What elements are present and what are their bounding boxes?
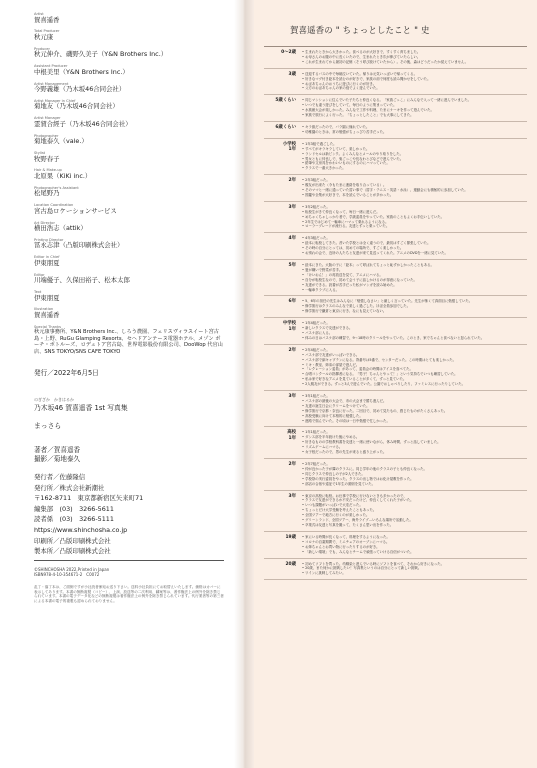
history-item: • 絵本にきた。大阪の子に「絵本」って呼ばれてちょっと恥ずかしかったこともある。 xyxy=(302,263,527,268)
history-age xyxy=(264,562,302,577)
history-item: • すべてがキラキラしていて、楽しかった。 xyxy=(302,147,527,152)
copyright: ©SHINCHOSHA 2022,Printed in Japan xyxy=(34,566,110,572)
history-item: • バスケ部の最後の大会で、市の大会まで勝ち進んだ。 xyxy=(302,399,527,404)
divider xyxy=(34,560,224,561)
history-page xyxy=(254,0,537,768)
history-item: • 2年4組だった。 xyxy=(302,348,527,353)
credit-entry xyxy=(34,203,234,215)
publisher-line: https://www.shinchosha.co.jp xyxy=(34,525,128,534)
credit-role: Artist Manager xyxy=(34,116,61,121)
history-age xyxy=(264,462,302,487)
history-item: • 修学旅行で鎌倉と東京に行き、なにも見えていない。 xyxy=(302,309,527,314)
history-item: • 「けいおん！」の再放送を見て、アニメにハマる。 xyxy=(302,273,527,278)
history-row xyxy=(264,318,527,345)
history-row xyxy=(264,233,527,260)
author-line: 著者／賀喜遥香 xyxy=(34,445,81,454)
history-item: • 4年3組だった。 xyxy=(302,236,527,241)
credit-role: Photographer xyxy=(34,133,59,138)
history-item: • 友達ができる。読書が苦手だった私がマンガを読み始めた。 xyxy=(302,283,527,288)
history-age xyxy=(264,299,302,314)
history-age-label: 中学校 xyxy=(282,321,296,327)
history-item: • 送迎するバスの中で毎朝泣いていた。帰りは元気いっぱいで帰ってくる。 xyxy=(302,72,527,77)
history-item: • クラスで友達ができるか不安だったけど、仲良くしてくれた子がいた。 xyxy=(302,498,527,503)
book-title xyxy=(34,397,234,412)
history-item: • 父方のおばあちゃんの家の庭でよく遊んでいた。 xyxy=(302,86,527,91)
credit-role: Editor xyxy=(34,272,45,277)
history-item: • そのママと一緒に通っていた習い事で（習字・テニス・英語・水泳）、運動会にも積極的に参加していた。 xyxy=(302,188,527,193)
history-age-label: 3年 xyxy=(288,204,296,210)
history-item: • 20歳、また何かに挑戦したい！写真集というのは自分にとって新しい挑戦。 xyxy=(302,566,527,571)
credit-role: Text xyxy=(34,290,42,294)
credit-entry xyxy=(34,47,234,59)
credit-role: Editor in Chief xyxy=(34,255,60,260)
history-age xyxy=(264,535,302,555)
history-age xyxy=(264,125,302,135)
history-age-label: 3年 xyxy=(288,394,296,400)
history-item: • バスケ部で友達がいっぱいできる。 xyxy=(302,353,527,358)
history-age-label: 6年 xyxy=(288,299,296,305)
history-items xyxy=(302,321,527,341)
history-item: • 高校受験に向けて本格的に勉強した。 xyxy=(302,414,527,419)
credit-name: 菊地友（乃木坂46合同会社） xyxy=(34,102,119,111)
credit-entry xyxy=(34,255,234,267)
credits-list xyxy=(34,12,234,320)
history-item: • 水族館大会が楽しかった。みんなで工作や料理、たまにケーキを作って遊んでいた。 xyxy=(302,108,527,113)
credit-name: 今野義雄（乃木坂46合同会社） xyxy=(34,85,126,94)
history-item: • 友達の誕生日会にクリームをつけていた。 xyxy=(302,404,527,409)
history-age-label: 0～2歳 xyxy=(281,50,296,55)
credit-role: Location Coordination xyxy=(34,203,74,208)
credit-name: 霊賀合經子（乃木坂46合同会社） xyxy=(34,119,132,128)
publisher-line: 印刷所／凸版印刷株式会社 xyxy=(34,536,111,545)
credit-name: 宮古島ロケーションサービス xyxy=(34,206,117,215)
history-row xyxy=(264,260,527,296)
history-items xyxy=(302,72,527,92)
credit-role: Illustration xyxy=(34,307,54,312)
history-row xyxy=(264,391,527,427)
credit-role: Art Director xyxy=(34,220,55,225)
history-item: • 絵本に転校してきた。昔いた学校とは全く違うので、最初はすごく緊張していた。 xyxy=(302,241,527,246)
history-items xyxy=(302,430,527,455)
history-age-label: 1年 xyxy=(288,147,296,153)
credit-role: Assistant Producer xyxy=(34,64,68,69)
history-item: • 初めてソフトを買った。幼馴染と遊んでいる時にソフトを食べて、それから好きになった。 xyxy=(302,562,527,567)
history-row xyxy=(264,175,527,202)
publisher-line: 〒162-8711 東京都新宿区矢来町71 xyxy=(34,494,144,503)
publication-date: 発行／2022年6月5日 xyxy=(34,368,99,377)
credit-entry xyxy=(34,238,234,250)
history-age xyxy=(264,348,302,387)
credit-name: 中根美里（Y&N Brothers Inc.） xyxy=(34,67,129,76)
credit-name: 川端優子、久保田裕子、松本太郎 xyxy=(34,276,130,285)
special-thanks-role: Special Thanks xyxy=(34,324,61,329)
history-item: • 自分が転校生なので、初めて会う子に話しかけるのが得意になっていた。 xyxy=(302,278,527,283)
history-item: • 1年4組だった。 xyxy=(302,321,527,326)
credit-entry xyxy=(34,82,234,94)
history-items xyxy=(302,263,527,292)
history-age-label: 2年 xyxy=(288,462,296,467)
credit-name: 菊地泰久（vale.） xyxy=(34,137,88,146)
credit-entry xyxy=(34,221,234,233)
history-item: • おばあちゃんのおうちに遊びに行くのが好き。 xyxy=(302,82,527,87)
history-item: • 卒業式は友達と写真を撮って、たくさん思い出を作った。 xyxy=(302,523,527,528)
history-item: • 転校生がきて仲良くなって、毎日一緒に遊んだ。 xyxy=(302,210,527,215)
credit-entry xyxy=(34,307,234,319)
history-item: • 鉛筆や文房具をかわいいものにするのにハマっていた。 xyxy=(302,161,527,166)
credit-name: 賀喜遥香 xyxy=(34,310,60,319)
history-items xyxy=(302,494,527,528)
history-item: • 進路で悩んでいた。その頃は一日中勉強で忙しかった。 xyxy=(302,419,527,424)
history-item: • お姉ちゃんとお買い物に行ったりするのが好き。 xyxy=(302,545,527,550)
credit-name: 冨永志津（凸版印刷株式会社） xyxy=(34,241,124,250)
history-item: • 生まれたときから大きかった。食べるのが大好きで、すくすく育ちました。 xyxy=(302,50,527,55)
history-age xyxy=(264,263,302,292)
history-item: • ちょっとだけ大学受験を考えたこともあった。 xyxy=(302,508,527,513)
history-age xyxy=(264,178,302,198)
history-item: • 図鑑や全集が大好きで、本を読んでいることが多かった。 xyxy=(302,193,527,198)
history-item: • ワインに挑戦してみたい。 xyxy=(302,571,527,576)
history-item: • 一輪車クラブに入る。 xyxy=(302,288,527,293)
credit-entry xyxy=(34,29,234,41)
isbn: ISBN978-4-10-354671-2 C0072 xyxy=(34,571,100,577)
credit-entry xyxy=(34,12,234,24)
credit-entry xyxy=(34,134,234,146)
history-items xyxy=(302,50,527,65)
history-age-label: 2年 xyxy=(288,178,296,184)
credit-entry xyxy=(34,290,234,302)
history-item: • 好きなものの学校教科書を友達と一緒に使いながら、休み時間、ずっと話していました。 xyxy=(302,440,527,445)
history-age-label: 20歳 xyxy=(285,561,296,567)
history-item: • 女子校だったので、男の先生が来ると盛り上がった。 xyxy=(302,450,527,455)
history-item: • バスケ部に入る。 xyxy=(302,331,527,336)
history-items xyxy=(302,98,527,118)
credit-name: 秋元伸介、磯野久美子（Y&N Brothers Inc.） xyxy=(34,50,168,59)
credit-name: 北原果（KiKi inc.） xyxy=(34,171,92,180)
history-age-label: 小学校 xyxy=(282,141,296,147)
book-title-ruby: のぎざか かきはるか xyxy=(34,396,74,402)
history-item: • 2年生ではじめて一輪車にハマって乗れるようになる。 xyxy=(302,220,527,225)
history-item: • その時の自分にとっては、初めての場所で、すごく楽しかった。 xyxy=(302,246,527,251)
credit-entry xyxy=(34,168,234,180)
history-age xyxy=(264,394,302,423)
credit-name: 賀喜遥香 xyxy=(34,15,60,24)
credit-name: 秋元康 xyxy=(34,32,54,41)
history-item: • 部活の合宿や遠征で1年生の面倒を見ていた。 xyxy=(302,482,527,487)
history-item: • 2人親友ができる。ずっと3人で遊んでいた。公園でおしゃべりしたり、ファミレスに行ったりしていた。 xyxy=(302,382,527,387)
history-age xyxy=(264,142,302,171)
credit-role: Printing Director xyxy=(34,237,64,242)
book-subtitle: まっさら xyxy=(34,421,62,430)
history-row xyxy=(264,122,527,139)
history-items xyxy=(302,394,527,423)
history-items xyxy=(302,462,527,487)
history-items xyxy=(302,178,527,198)
publisher-line: 発行者／佐藤隆信 xyxy=(34,472,86,481)
credit-name: 伊東朋夏 xyxy=(34,293,60,302)
history-row xyxy=(264,69,527,96)
history-age-label: 5歳くらい xyxy=(275,98,296,104)
credit-name: 牧野春子 xyxy=(34,154,60,163)
credit-role: Stylist xyxy=(34,151,46,155)
history-items xyxy=(302,205,527,230)
history-item: • 同じマンションに住んでいた子たちと仲良くなる。「家族ごっこ」にみんなで入って一緒に遊んでいました。 xyxy=(302,98,527,103)
history-items xyxy=(302,348,527,387)
history-item: • コロナの自粛期間で、ミニチュアのオーブンにハマる。 xyxy=(302,540,527,545)
history-item: • めちゃくちゃしっかり者で、学級委員をやっていた。家族のこともよくお手伝いしていた。 xyxy=(302,215,527,220)
history-items xyxy=(302,535,527,555)
history-age-label: 1年 xyxy=(288,326,296,332)
history-age xyxy=(264,205,302,230)
publisher-line: 発行所／株式会社新潮社 xyxy=(34,483,105,492)
history-item: • 家にいる時間が長くなって、料理をするようになった。 xyxy=(302,535,527,540)
credit-name: 松尾野乃 xyxy=(34,189,60,198)
history-item: • 1年1組だった。 xyxy=(302,430,527,435)
credit-name: 横田浩志（attik） xyxy=(34,224,87,233)
credit-name: 伊東朋夏 xyxy=(34,258,60,267)
history-item: • 同じクラスで仲良しの子が2人できた。 xyxy=(302,472,527,477)
history-item: • 2年3組だった。 xyxy=(302,178,527,183)
credit-role: Artist Manager in Chief xyxy=(34,98,76,103)
credit-role: Artist xyxy=(34,12,44,16)
special-thanks xyxy=(34,325,234,355)
credit-entry xyxy=(34,151,234,163)
history-row xyxy=(264,345,527,391)
credit-role: Hair & Make-up xyxy=(34,168,62,173)
credit-entry xyxy=(34,64,234,76)
legal-notice: 乱丁・落丁本は、ご面倒ですが小社読者係宛お送り下さい。送料小社負担にてお取替えいたします。価格はカバーに表示してあります。本書の無断複製（コピー）、上演、放送等の二次利用、翻案等は、著作権法上の例外を除き禁じられています。本書の電子データ化などの無断複製は著作権法上の例外を除き禁じられています。代行業者等の第三者による本書の電子的複製も認められておりません。 xyxy=(34,584,224,604)
history-item: • 幼稚園のときは、常の勉強がちょっぴり苦手だった。 xyxy=(302,130,527,135)
history-items xyxy=(302,142,527,171)
history-item: • キラ級だったので、バラ園に憧れていた。 xyxy=(302,125,527,130)
history-item: • ローラーブレードが流行る。友達とずっと乗っていた。 xyxy=(302,224,527,229)
history-item: • お母さんのお腹の中に長くいたので、生まれたとき爪が伸びていたらしい。 xyxy=(302,55,527,60)
history-item: • 学校祭の実行委員をやった。クラスの出し物ではお化け屋敷を作った。 xyxy=(302,477,527,482)
history-row xyxy=(264,532,527,559)
history-age-label: 3年 xyxy=(288,493,296,499)
history-item: • 1年3組で過ごした。 xyxy=(302,142,527,147)
publisher-line: 編集部 (03) 3266-5611 xyxy=(34,504,114,513)
credit-entry xyxy=(34,99,234,111)
history-item: • これが生まれてから最初の記憶（そう呼び続けていたから）。その後、森はどうだったか覚えていません。 xyxy=(302,60,527,65)
history-row xyxy=(264,95,527,122)
history-item: • 好きなマグ付き絵本を読むのが好きで、家族の前で何度も読み聞かせをしていた。 xyxy=(302,77,527,82)
history-item: • 私は家で好きなアニメを見ていることが多くて、ずっと見ていた。 xyxy=(302,377,527,382)
publisher-info xyxy=(34,472,234,557)
history-table xyxy=(264,47,527,580)
history-row xyxy=(264,459,527,491)
credit-entry xyxy=(34,186,234,198)
history-age-label: 2年 xyxy=(288,347,296,353)
history-age xyxy=(264,50,302,65)
history-item: • 男女ともに仲良しで、鬼ごっこや長なわとびなどで遊んでいた。 xyxy=(302,157,527,162)
credit-role: Artist Management xyxy=(34,81,69,86)
history-row xyxy=(264,139,527,175)
special-thanks-text: 秋元康事務所、Y&N Brothers Inc.、しろう農園、フェリスヴィラスイート宮古島・上野、RuGu Glamping Resorts、セヘドアンテーヌ電器ホテル、メゾン ボーチ・ポトルーズ、ロデュトア宮古島、世界電影股份有限公司、DooWop 代官山店、SNS TOKYO/SNS CAFE TOKYO xyxy=(34,329,223,355)
photographer-line: 撮影／菊地泰久 xyxy=(34,454,81,463)
history-row xyxy=(264,559,527,581)
history-item: • 東京の高校に転校。お仕事で学校に行けないときも多かったので、 xyxy=(302,494,527,499)
history-item: • 新しいクラスで友達ができる。 xyxy=(302,326,527,331)
history-age xyxy=(264,321,302,341)
history-item: • クラスで一番大きかった。 xyxy=(302,166,527,171)
history-item: • 仲が良かった子が隣のクラスに。同じ学年の他のクラスの子とも仲良くなった。 xyxy=(302,467,527,472)
history-item: • いつも課題がいっぱいで大変だった。 xyxy=(302,503,527,508)
history-age xyxy=(264,72,302,92)
history-item: • 2年7組だった。 xyxy=(302,462,527,467)
history-age xyxy=(264,430,302,455)
credit-role: Producer xyxy=(34,46,50,51)
history-row xyxy=(264,202,527,234)
history-item: • ミキ・教室、姉弟の部屋で遊んだ。 xyxy=(302,363,527,368)
history-age xyxy=(264,236,302,256)
history-item: • 夏が嫌いで野菜が苦手。 xyxy=(302,268,527,273)
history-age-label: 1年 xyxy=(288,435,296,441)
history-age xyxy=(264,98,302,118)
history-row xyxy=(264,47,527,69)
history-item: • 休みの日はバスケ部の練習で、9〜18時のクリールをやっていた。このとき、家でちゃんと食べないと怒られていた。 xyxy=(302,336,527,341)
history-row xyxy=(264,427,527,459)
history-items xyxy=(302,299,527,314)
history-age-label: 5年 xyxy=(288,263,296,268)
publisher-line: 読者係 (03) 3266-5111 xyxy=(34,515,114,524)
history-item: • 家族で旅行によく行った。「ちょっとしたこと」でも大事にしてきた。 xyxy=(302,113,527,118)
history-item: • 合唱コンクールの指揮者になる。「男子！ちゃんとやって！」という気持ちでいつも練習していた。 xyxy=(302,372,527,377)
history-item: • リズムゲームにハマる。 xyxy=(302,445,527,450)
history-item: • バスケ部で副キャプテンになる。背番号は5番で、センターだった。この時期はとても楽しかった。 xyxy=(302,358,527,363)
history-item: • お別れの会で、近所の人たちと友達が来て見送ってくれた。アニメのDVDを一緒に見ていた。 xyxy=(302,251,527,256)
history-age-label: 6歳くらい xyxy=(275,124,296,130)
history-item: • ランドセルは新ピンク。よくみんなとメールのやり取りをした。 xyxy=(302,152,527,157)
credit-role: Total Producer xyxy=(34,29,60,34)
history-age-label: 3歳 xyxy=(288,71,296,77)
book-gutter xyxy=(234,0,254,768)
history-item: • ダンス部を半年続けた後にやめる。 xyxy=(302,435,527,440)
history-items xyxy=(302,562,527,577)
history-age-label: 4年 xyxy=(288,236,296,242)
colophon-page xyxy=(0,0,234,768)
history-age-label: 高校 xyxy=(287,430,296,436)
credit-role: Photographer's Assistant xyxy=(34,185,79,190)
history-item: • 全国ツアーで地方に行くのが楽しかった。 xyxy=(302,513,527,518)
history-item: • 5、6年の担任の先生はみんなに「勉強しなさい」と厳しく言っていた。先生が怖くて真面目に勉強していた。 xyxy=(302,299,527,304)
history-item: • 3年2組だった。 xyxy=(302,205,527,210)
credit-entry xyxy=(34,273,234,285)
history-item: • いつでも違う遊びをしていて、毎日のように集まっていた。 xyxy=(302,103,527,108)
book-title-text: 乃木坂46 賀喜遥香 1st 写真集 xyxy=(34,403,128,412)
history-item: • 「新しい環境」でも、みんなとチームで頑張っていける自信がついた。 xyxy=(302,550,527,555)
history-item: • 修学旅行はクラスのみんなで楽しく過ごした。ほぼ全員参加でした。 xyxy=(302,304,527,309)
history-title: 賀喜遥香の " ちょっとしたこと " 史 xyxy=(290,25,430,35)
history-item: • グリーンランド、全国ツアー、海外ライブ…いろんな場所で活動した。 xyxy=(302,518,527,523)
history-item: • 親友が出来た（今もたまに連絡を取り合っている）。 xyxy=(302,183,527,188)
history-items xyxy=(302,125,527,135)
history-item: • 「レクレーション委員」があって、委員会の時間はアイスを食べてた。 xyxy=(302,367,527,372)
credit-entry xyxy=(34,116,234,128)
history-items xyxy=(302,236,527,256)
history-row xyxy=(264,491,527,532)
history-item: • 修学旅行で京都・奈良に行った。二回目で、初めて見たもの、感じたものがたくさんあった。 xyxy=(302,409,527,414)
history-row xyxy=(264,296,527,318)
publisher-line: 製本所／凸版印刷株式会社 xyxy=(34,547,111,556)
history-item: • 3年1組だった。 xyxy=(302,394,527,399)
history-age-label: 19歳 xyxy=(285,534,296,540)
history-age xyxy=(264,494,302,528)
